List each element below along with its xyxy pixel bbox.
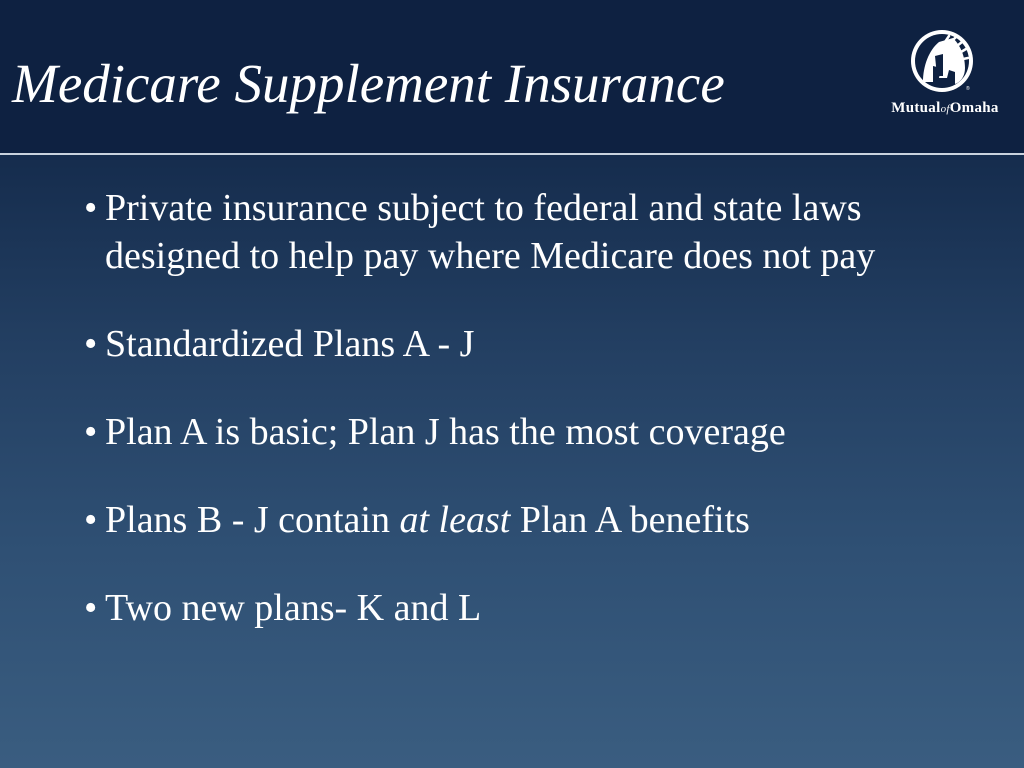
bullet-item	[84, 320, 964, 368]
bullet-glyph: •	[84, 323, 98, 365]
bullet-text	[105, 499, 750, 541]
bullet-text: Standardized Plans A - J	[105, 323, 475, 365]
bullet-text: Plan A is basic; Plan J has the most coverage	[105, 411, 786, 453]
bullet-text-emphasis: at least	[399, 499, 511, 541]
bullet-text-part: Plan A benefits	[510, 499, 750, 541]
bullet-text: Two new plans- K and L	[105, 587, 482, 629]
bullet-text-part: Plans B - J contain	[105, 499, 400, 541]
bullet-glyph: •	[84, 411, 98, 453]
slide-title: Medicare Supplement Insurance	[12, 53, 725, 114]
bullet-glyph: •	[84, 187, 98, 229]
svg-text:®: ®	[966, 86, 970, 92]
bullet-text: Private insurance subject to federal and state laws designed to help pay where Medicare does not pay	[105, 187, 876, 277]
logo-word-of: of	[940, 103, 950, 115]
bullet-glyph: •	[84, 499, 98, 541]
mutual-of-omaha-logo	[884, 28, 1006, 124]
logo-wordmark	[884, 100, 1006, 117]
bullet-glyph: •	[84, 587, 98, 629]
logo-word-mutual: Mutual	[891, 100, 941, 116]
bullet-item	[84, 184, 964, 280]
bullet-item	[84, 408, 964, 456]
bullet-item	[84, 496, 964, 544]
header-divider	[0, 153, 1024, 155]
bullet-item	[84, 584, 964, 632]
logo-word-omaha: Omaha	[949, 100, 999, 116]
indian-head-icon	[909, 28, 975, 94]
bullet-list	[84, 184, 964, 672]
title-bar	[0, 0, 1024, 153]
